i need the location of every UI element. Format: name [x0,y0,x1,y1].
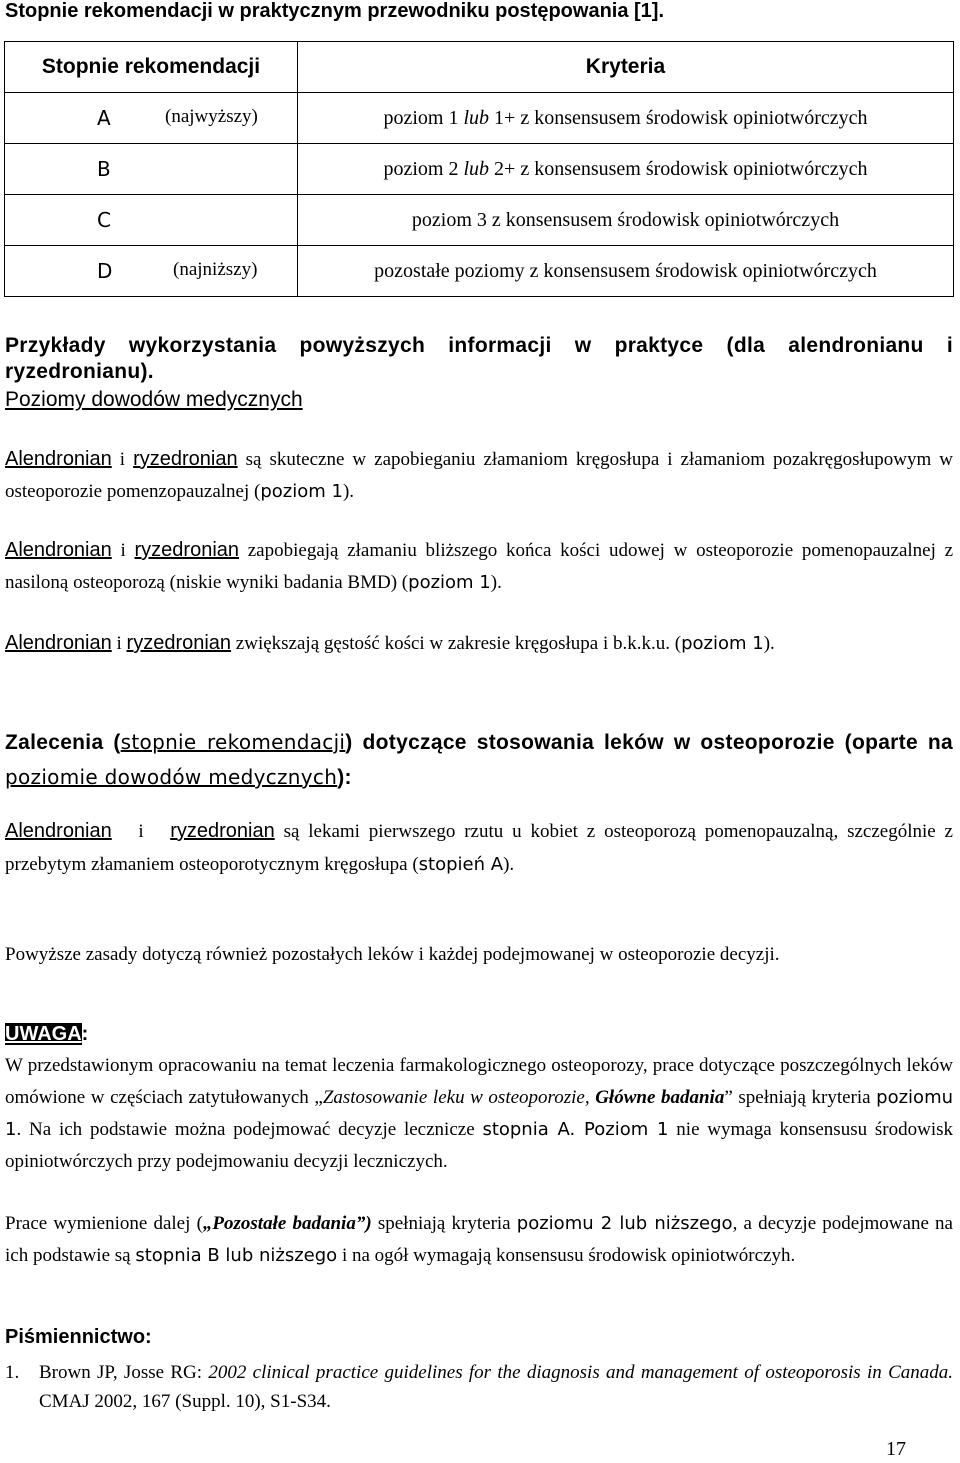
col-header-criteria: Kryteria [298,42,954,93]
paragraph-general: Powyższe zasady dotyczą również pozostałych leków i każdej podejmowanej w osteoporozie decyzji. [5,944,780,965]
references-heading: Piśmiennictwo: [5,1326,152,1348]
warning-paragraph-1: W przedstawionym opracowaniu na temat leczenia farmakologicznego osteoporozy, prace dotyczące poszczególnych leków omówione w częściach zatytułowanych „Zastosowanie leku w osteoporozie, Główne badania” spełniają kryteria poziomu 1. Na ich podstawie można podejmować decyzje lecznicze stopnia A. Poziom 1 nie wymaga konsensusu środowisk opiniotwórczych przy podejmowaniu decyzji leczniczych. [5,1055,954,1172]
paragraph-evidence-3: Alendronian i ryzedronian zwiększają gęstość kości w zakresie kręgosłupa i b.k.k.u. (poziom 1). [5,632,775,654]
paragraph-evidence-2: Alendronian i ryzedronian zapobiegają złamaniu bliższego końca kości udowej w osteoporozie pomenopauzalnej z nasiloną osteoporozą (niskie wyniki badania BMD) (poziom 1). [5,539,954,593]
warning-paragraph-2: Prace wymienione dalej („Pozostałe badania”) spełniają kryteria poziomu 2 lub niższego, a decyzje podejmowane na ich podstawie są stopnia B lub niższego i na ogół wymagają konsensusu środowisk opiniotwórczyh. [5,1213,953,1266]
grade-label: D [97,259,113,283]
table-row [5,246,954,297]
criteria-cell: pozostałe poziomy z konsensusem środowisk opiniotwórczych [298,246,954,297]
grade-label: A [97,106,111,130]
reference-text: Brown JP, Josse RG: 2002 clinical practice guidelines for the diagnosis and management of osteoporosis in Canada. CMAJ 2002, 167 (Suppl. 10), S1-S34. [39,1362,953,1412]
examples-heading: Przykłady wykorzystania powyższych informacji w praktyce (dla alendronianu i ryzedronianu). [5,334,953,383]
criteria-cell: poziom 1 lub 1+ z konsensusem środowisk opiniotwórczych [298,93,954,144]
drug-link[interactable]: Alendronian [5,820,112,842]
drug-link[interactable]: ryzedronian [133,448,238,470]
recommendations-heading: Zalecenia (stopnie rekomendacji) dotyczące stosowania leków w osteoporozie (oparte na poziomie dowodów medycznych): [5,730,953,789]
drug-link[interactable]: Alendronian [5,539,112,561]
criteria-cell: poziom 2 lub 2+ z konsensusem środowisk opiniotwórczych [298,144,954,195]
page-heading: Stopnie rekomendacji w praktycznym przewodniku postępowania [1]. [5,0,665,22]
paragraph-recommendation: Alendronian i ryzedronian są lekami pierwszego rzutu u kobiet z osteoporozą pomenopauzalną, szczególnie z przebytym złamaniem osteoporotycznym kręgosłupa (stopień A). [5,820,953,875]
drug-link[interactable]: ryzedronian [170,820,275,842]
grade-label: B [97,157,111,181]
warning-label: UWAGA: [5,1023,89,1045]
table-row [5,195,954,246]
page-number: 17 [886,1438,906,1460]
paragraph-evidence-1: Alendronian i ryzedronian są skuteczne w zapobieganiu złamaniom kręgosłupa i złamaniom pozakręgosłupowym w osteoporozie pomenzopauzalnej (poziom 1). [5,448,954,502]
evidence-levels-link[interactable]: poziomie dowodów medycznych [5,765,338,789]
recommendation-grades-link[interactable]: stopnie rekomendacji [120,730,346,754]
table-row [5,93,954,144]
recommendation-grades-table [4,41,954,297]
table-row [5,144,954,195]
drug-link[interactable]: Alendronian [5,632,112,654]
criteria-cell: poziom 3 z konsensusem środowisk opiniotwórczych [298,195,954,246]
col-header-grades: Stopnie rekomendacji [5,42,298,93]
grade-label: C [97,208,111,232]
grade-note: (najwyższy) [165,106,258,127]
reference-number: 1. [5,1362,20,1383]
drug-link[interactable]: Alendronian [5,448,112,470]
grade-note: (najniższy) [173,259,258,280]
drug-link[interactable]: ryzedronian [126,632,232,654]
drug-link[interactable]: ryzedronian [134,539,240,561]
reference-item [5,1358,953,1416]
evidence-levels-heading: Poziomy dowodów medycznych [5,388,303,411]
